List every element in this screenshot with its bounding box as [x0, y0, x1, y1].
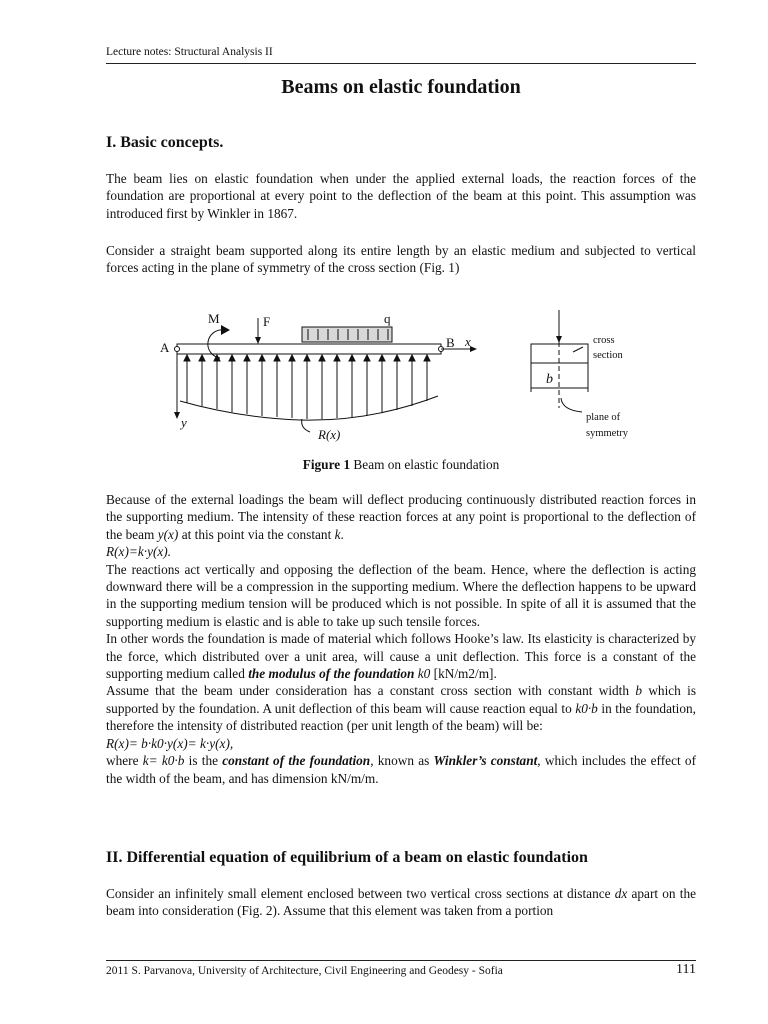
- text: which is supported by the foundation. A unit deflection of this beam will cause reaction equal to: [106, 683, 696, 716]
- label-symmetry: symmetry: [586, 428, 628, 439]
- term-constant-foundation: constant of the foundation: [222, 753, 371, 769]
- beam-body: [177, 344, 441, 354]
- moment-arrowhead: [221, 325, 230, 335]
- force-f-arrowhead: [255, 337, 261, 344]
- var-k0b: k0·b: [575, 700, 598, 716]
- caption-text: Beam on elastic foundation: [350, 457, 500, 472]
- page-number: 111: [676, 962, 696, 977]
- paragraph-text: The beam lies on elastic foundation when under the applied external loads, the reaction forces of the foundation are proportional at every point to the deflection of the beam at this point. This assumption was introduced first by Winkler in 1867.: [106, 171, 696, 221]
- x-axis-arrowhead: [470, 346, 477, 352]
- text: , known as: [370, 753, 434, 769]
- label-q: q: [384, 311, 391, 326]
- var-b: b: [635, 683, 642, 699]
- paragraph-cross-section: [106, 682, 696, 734]
- section-heading-basic-concepts: I. Basic concepts.: [106, 134, 224, 151]
- text: Assume that the beam under consideration has a constant cross section with constant width: [106, 683, 636, 699]
- reaction-arrows: [184, 355, 430, 419]
- footer-text: 2011 S. Parvanova, University of Architecture, Civil Engineering and Geodesy - Sofia: [106, 965, 503, 977]
- equation-text: R(x)=k·y(x).: [106, 544, 172, 560]
- text: In other words the foundation is made of material which follows Hooke’s law. Its elasticity is characterized by the force, which distributed over a unit area, will cause a unit deflection. This force is a constant of the supporting medium called: [106, 631, 696, 682]
- header-rule: [106, 63, 696, 64]
- label-plane-of: plane of: [586, 412, 621, 423]
- section-heading-differential-equation: II. Differential equation of equilibrium of a beam on elastic foundation: [106, 849, 588, 866]
- text: at this point via the constant: [178, 526, 335, 542]
- equation-rx-full: [106, 735, 696, 752]
- label-a: A: [160, 340, 170, 355]
- equation-text: R(x)= b·k0·y(x)= k·y(x),: [106, 735, 234, 751]
- var-k: k: [334, 526, 341, 542]
- label-x: x: [465, 334, 471, 349]
- text: [kN/m2/m].: [430, 666, 497, 682]
- label-m: M: [208, 311, 220, 326]
- page-title: Beams on elastic foundation: [281, 76, 521, 98]
- label-section: section: [593, 350, 623, 361]
- label-cross: cross: [593, 335, 615, 346]
- text: .: [340, 526, 344, 542]
- body-text-block: [106, 491, 696, 787]
- var-k-eq: k= k0·b: [142, 753, 185, 769]
- var-k0: k0: [414, 666, 431, 682]
- plane-leader: [561, 398, 582, 412]
- rx-leader: [302, 419, 310, 432]
- paragraph-deflection: [106, 491, 696, 543]
- var-yx: y(x): [157, 526, 179, 542]
- term-winkler-constant: Winkler’s constant: [433, 753, 538, 769]
- y-axis-arrowhead: [174, 412, 180, 419]
- var-dx: dx: [614, 886, 628, 901]
- text: apart on the beam into consideration (Fig. 2). Assume that this element was taken from a portion: [106, 886, 697, 919]
- caption-label: Figure 1: [302, 457, 351, 472]
- paragraph-reactions: The reactions act vertically and opposing the deflection of the beam. Hence, where the deflection is acting downward there will be a compression in the supporting medium. Where the deflection happens to be upward in the supporting medium tension will be produced which is not possible. In spite of all it is assumed that the supporting medium is elastic and is able to take up such tensile forces.: [106, 561, 696, 629]
- reaction-curve: [180, 396, 438, 420]
- running-header: Lecture notes: Structural Analysis II: [106, 46, 273, 58]
- equation-rx: [106, 543, 696, 560]
- text: is the: [184, 753, 223, 769]
- paragraph-hooke: [106, 630, 696, 682]
- support-a: [175, 347, 180, 352]
- paragraph-infinitesimal-element: [106, 885, 696, 920]
- label-b-end: B: [446, 335, 455, 350]
- text: Because of the external loadings the beam will deflect producing continuously distributed reaction forces in the supporting medium. The intensity of these reaction forces at any point is proportional to the deflection of the beam: [106, 492, 696, 542]
- text: , which includes the effect of the width of the beam, and has dimension kN/m/m.: [106, 753, 696, 786]
- figure-beam-diagram: [150, 306, 650, 446]
- text: Consider an infinitely small element enclosed between two vertical cross sections at distance: [106, 886, 615, 901]
- text: in the foundation, therefore the intensity of distributed reaction (per unit length of the beam) will be:: [106, 700, 696, 734]
- label-rx: R(x): [318, 427, 341, 442]
- figure-caption: [106, 457, 696, 473]
- paragraph-winkler-intro: [106, 170, 696, 222]
- text: where: [106, 753, 143, 769]
- paragraph-winkler-constant: [106, 752, 696, 787]
- term-modulus: the modulus of the foundation: [248, 666, 415, 682]
- label-y: y: [181, 415, 187, 430]
- paragraph-text: [106, 885, 696, 920]
- paragraph-text: Consider a straight beam supported along its entire length by an elastic medium and subjected to vertical forces acting in the plane of symmetry of the cross section (Fig. 1): [106, 243, 696, 276]
- footer-rule: [106, 960, 696, 961]
- paragraph-consider-beam: [106, 242, 696, 277]
- label-width-b: b: [546, 372, 553, 387]
- label-f: F: [263, 314, 271, 329]
